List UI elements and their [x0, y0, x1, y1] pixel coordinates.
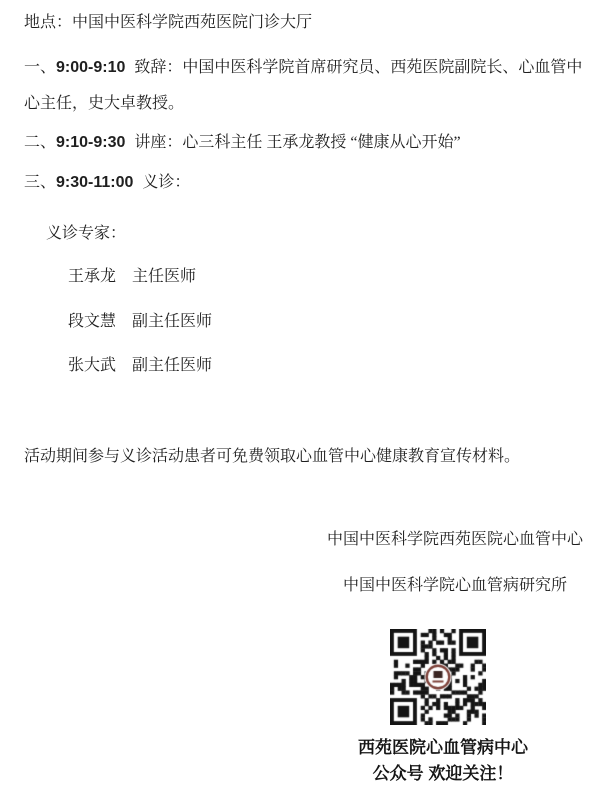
agenda-item-2 [24, 132, 461, 154]
signature-line-2: 中国中医科学院心血管病研究所 [342, 577, 567, 594]
qr-caption-line2: 公众号 欢迎关注！ [372, 764, 514, 783]
location-value: 中国中医科学院西苑医院门诊大厅 [72, 14, 313, 31]
expert-1-title: 主任医师 [132, 268, 197, 285]
agenda-3-time: 9:30-11:00 [56, 174, 134, 191]
location-label: 地点： [24, 14, 73, 31]
qr-code [390, 629, 486, 725]
qr-caption-line1: 西苑医院心血管病中心 [358, 738, 528, 757]
expert-row-1 [68, 266, 196, 288]
agenda-2-time: 9:10-9:30 [56, 134, 126, 151]
expert-3-title: 副主任医师 [132, 357, 213, 374]
expert-1-name: 王承龙 [68, 268, 117, 285]
agenda-item-1 [24, 50, 586, 122]
expert-row-3 [68, 355, 212, 377]
experts-heading: 义诊专家： [46, 225, 127, 242]
expert-row-2 [68, 311, 212, 333]
expert-2-name: 段文慧 [68, 313, 117, 330]
agenda-1-text: 致辞：中国中医科学院首席研究员、西苑医院副院长、心血管中心主任，史大卓教授。 [24, 59, 583, 112]
agenda-item-3 [24, 172, 190, 194]
signature-line-1: 中国中医科学院西苑医院心血管中心 [326, 531, 583, 548]
agenda-1-index: 一、 [24, 59, 57, 76]
note-line: 活动期间参与义诊活动患者可免费领取心血管中心健康教育宣传材料。 [24, 448, 521, 465]
expert-3-name: 张大武 [68, 357, 117, 374]
agenda-2-text: 讲座：心三科主任 王承龙教授 “健康从心开始” [134, 134, 461, 151]
agenda-1-time: 9:00-9:10 [56, 59, 126, 76]
agenda-3-text: 义诊： [142, 174, 191, 191]
expert-2-title: 副主任医师 [132, 313, 213, 330]
agenda-2-index: 二、 [24, 134, 57, 151]
location-line [24, 12, 312, 34]
agenda-3-index: 三、 [24, 174, 57, 191]
